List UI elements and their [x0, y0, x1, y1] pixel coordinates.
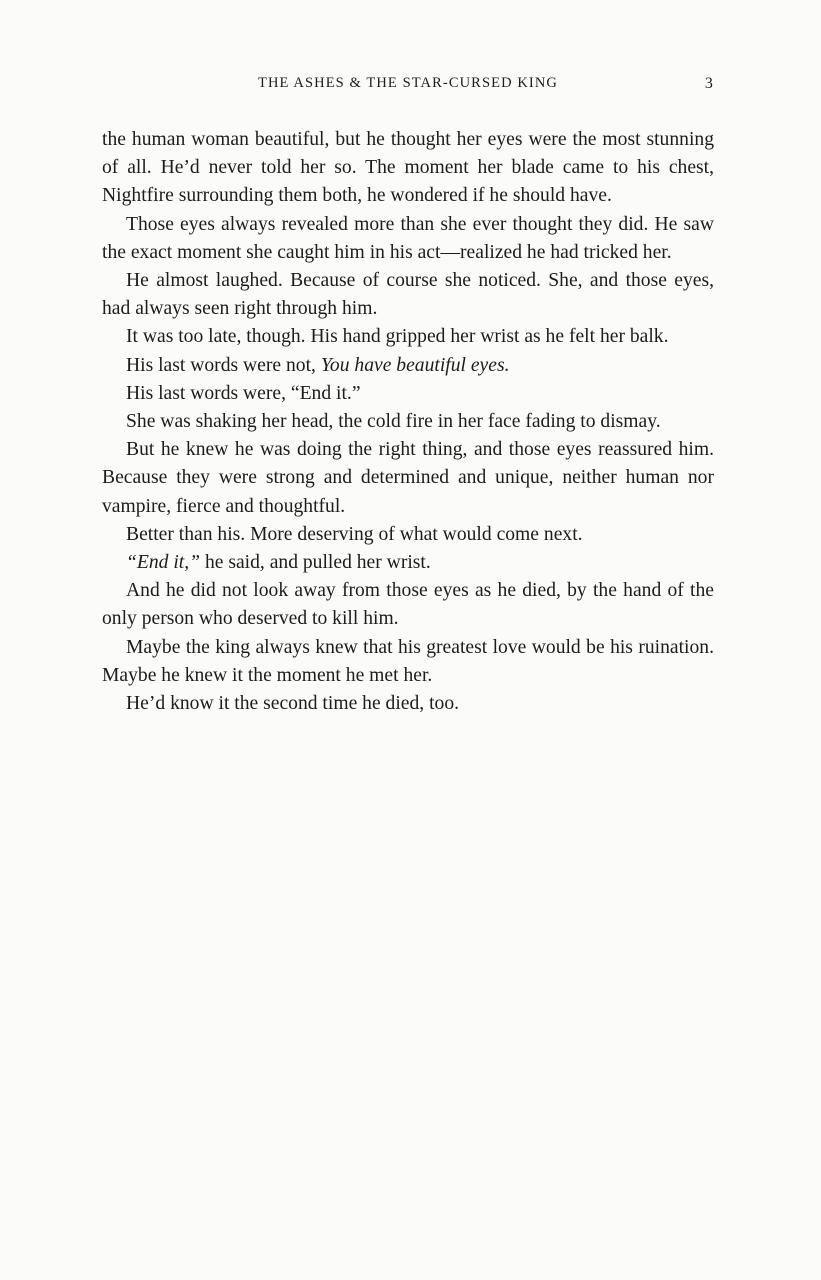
paragraph-10-italic: “End it,”	[126, 552, 201, 574]
running-header	[102, 75, 714, 97]
paragraph-5-text: His last words were not,	[126, 354, 321, 376]
paragraph-11: And he did not look away from those eyes as he died, by the hand of the only person who deserved to kill him.	[102, 580, 714, 630]
body-text	[102, 126, 714, 718]
running-title: THE ASHES & THE STAR-CURSED KING	[257, 75, 559, 91]
page-number: 3	[704, 75, 714, 92]
paragraph-6: His last words were, “End it.”	[126, 382, 361, 404]
paragraph-10-text: he said, and pulled her wrist.	[200, 552, 431, 574]
paragraph-8: But he knew he was doing the right thing, and those eyes reassured him. Because they were strong and determined and unique, neither human nor vampire, fierce and thoughtful.	[102, 439, 714, 517]
paragraph-12: Maybe the king always knew that his greatest love would be his ruination. Maybe he knew it the moment he met her.	[102, 636, 714, 686]
paragraph-13: He’d know it the second time he died, too.	[126, 693, 460, 715]
paragraph-4: It was too late, though. His hand gripped her wrist as he felt her balk.	[126, 326, 669, 348]
paragraph-3: He almost laughed. Because of course she noticed. She, and those eyes, had always seen right through him.	[102, 270, 714, 320]
paragraph-2: Those eyes always revealed more than she ever thought they did. He saw the exact moment she caught him in his act—realized he had tricked her.	[102, 213, 714, 263]
paragraph-7: She was shaking her head, the cold fire in her face fading to dismay.	[126, 411, 661, 433]
paragraph-1: the human woman beautiful, but he thought her eyes were the most stunning of all. He’d never told her so. The moment her blade came to his chest, Nightfire surrounding them both, he wondered if he should have.	[102, 129, 714, 207]
paragraph-5-italic: You have beautiful eyes.	[320, 354, 510, 376]
paragraph-10	[102, 549, 714, 577]
paragraph-5	[102, 352, 714, 380]
paragraph-9: Better than his. More deserving of what would come next.	[126, 523, 583, 545]
